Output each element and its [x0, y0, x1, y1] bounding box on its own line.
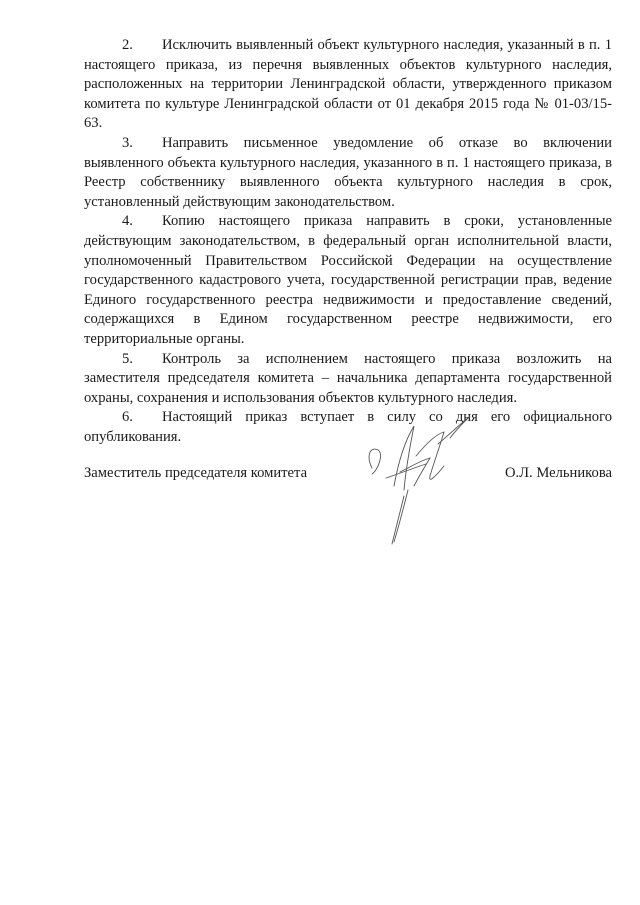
paragraph-text: Исключить выявленный объект культурного наследия, указанный в п. 1 настоящего приказа, из перечня выявленных объектов культурного наследия, расположенных на территории Ленинградской области, утвержденного приказом комитета по культуре Ленинградской области от 01 декабря 2015 года № 01-03/15-63.: [84, 37, 612, 132]
paragraph-6: [84, 408, 612, 447]
paragraph-number: 3.: [122, 134, 133, 151]
paragraph-2: [84, 36, 612, 134]
signatory-name: О.Л. Мельникова: [504, 465, 612, 481]
handwritten-signature: [364, 416, 484, 546]
paragraph-text: Копию настоящего приказа направить в сроки, установленные действующим законодательством, в федеральный орган исполнительной власти, уполномоченный Правительством Российской Федерации на осуществление государственного кадастрового учета, государственной регистрации прав, ведение Единого государственного реестра недвижимости и предоставление сведений, содержащихся в Едином государственном реестре недвижимости, его территориальные органы.: [84, 213, 612, 347]
signature-block: [84, 464, 612, 554]
paragraph-3: [84, 134, 612, 212]
signatory-title: Заместитель председателя комитета: [84, 465, 308, 481]
paragraph-text: Настоящий приказ вступает в силу со дня его официального опубликования.: [84, 409, 612, 445]
paragraph-number: 4.: [122, 213, 133, 230]
paragraph-text: Контроль за исполнением настоящего приказа возложить на заместителя председателя комитета – начальника департамента государственной охраны, сохранения и использования объектов культурного наследия.: [84, 350, 612, 406]
paragraph-number: 5.: [122, 350, 133, 367]
paragraph-number: 2.: [122, 37, 133, 53]
paragraph-5: [84, 350, 612, 409]
paragraph-text: Направить письменное уведомление об отказе во включении выявленного объекта культурного наследия, указанного в п. 1 настоящего приказа, в Реестр собственнику выявленного объекта культурного наследия в срок, установленный действующим законодательством.: [84, 134, 612, 210]
paragraph-4: [84, 212, 612, 349]
paragraph-number: 6.: [122, 409, 133, 426]
document-body: [84, 36, 612, 447]
